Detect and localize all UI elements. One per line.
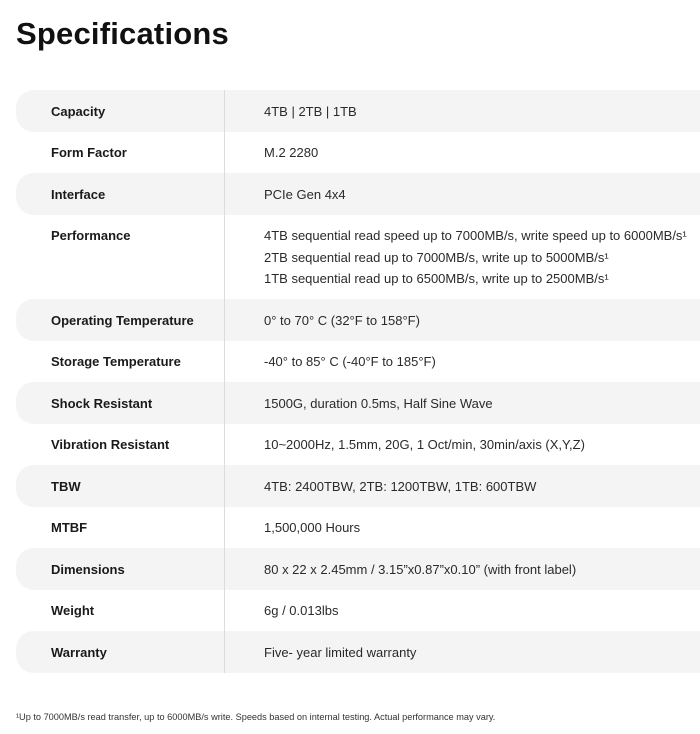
spec-row-warranty	[16, 631, 700, 673]
spec-row-weight	[16, 590, 700, 631]
spec-row-tbw	[16, 465, 700, 507]
spec-label-vibration-resistant: Vibration Resistant	[16, 424, 225, 465]
spec-row-capacity	[16, 90, 700, 132]
spec-value-shock-resistant: 1500G, duration 0.5ms, Half Sine Wave	[264, 395, 493, 411]
spec-value-interface: PCIe Gen 4x4	[264, 186, 346, 202]
spec-label-interface: Interface	[16, 173, 225, 215]
spec-row-vibration-resistant	[16, 424, 700, 465]
spec-value-tbw: 4TB: 2400TBW, 2TB: 1200TBW, 1TB: 600TBW	[264, 478, 537, 494]
spec-value-weight: 6g / 0.013lbs	[264, 603, 339, 618]
spec-row-interface	[16, 173, 700, 215]
performance-line-2tb: 2TB sequential read up to 7000MB/s, write up to 5000MB/s¹	[264, 249, 609, 265]
spec-row-performance	[16, 215, 700, 299]
spec-row-mtbf	[16, 507, 700, 548]
spec-label-warranty: Warranty	[16, 631, 225, 673]
specifications-table	[16, 90, 700, 673]
spec-label-mtbf: MTBF	[16, 507, 225, 548]
spec-label-operating-temperature: Operating Temperature	[16, 299, 225, 341]
spec-value-warranty: Five- year limited warranty	[264, 644, 417, 660]
spec-label-dimensions: Dimensions	[16, 548, 225, 590]
footnote: ¹Up to 7000MB/s read transfer, up to 6000MB/s write. Speeds based on internal testing. Actual performance may vary.	[16, 712, 496, 722]
spec-value-dimensions: 80 x 22 x 2.45mm / 3.15”x0.87”x0.10” (with front label)	[264, 561, 577, 577]
spec-value-vibration-resistant: 10~2000Hz, 1.5mm, 20G, 1 Oct/min, 30min/axis (X,Y,Z)	[264, 437, 585, 452]
page-title: Specifications	[16, 16, 229, 51]
spec-value-operating-temperature: 0° to 70° C (32°F to 158°F)	[264, 312, 420, 328]
spec-value-capacity: 4TB | 2TB | 1TB	[264, 103, 357, 119]
spec-label-capacity: Capacity	[16, 90, 225, 132]
spec-row-storage-temperature	[16, 341, 700, 382]
spec-label-weight: Weight	[16, 590, 225, 631]
spec-value-storage-temperature: -40° to 85° C (-40°F to 185°F)	[264, 354, 436, 369]
spec-value-performance	[225, 215, 700, 299]
spec-label-form-factor: Form Factor	[16, 132, 225, 173]
spec-row-dimensions	[16, 548, 700, 590]
spec-label-storage-temperature: Storage Temperature	[16, 341, 225, 382]
performance-line-1tb: 1TB sequential read up to 6500MB/s, write up to 2500MB/s¹	[264, 271, 609, 286]
spec-row-form-factor	[16, 132, 700, 173]
spec-label-shock-resistant: Shock Resistant	[16, 382, 225, 424]
spec-row-operating-temperature	[16, 299, 700, 341]
spec-value-form-factor: M.2 2280	[264, 145, 319, 160]
spec-row-shock-resistant	[16, 382, 700, 424]
performance-line-4tb: 4TB sequential read speed up to 7000MB/s, write speed up to 6000MB/s¹	[264, 228, 687, 243]
spec-value-mtbf: 1,500,000 Hours	[264, 520, 361, 535]
spec-label-performance: Performance	[16, 215, 225, 299]
spec-label-tbw: TBW	[16, 465, 225, 507]
